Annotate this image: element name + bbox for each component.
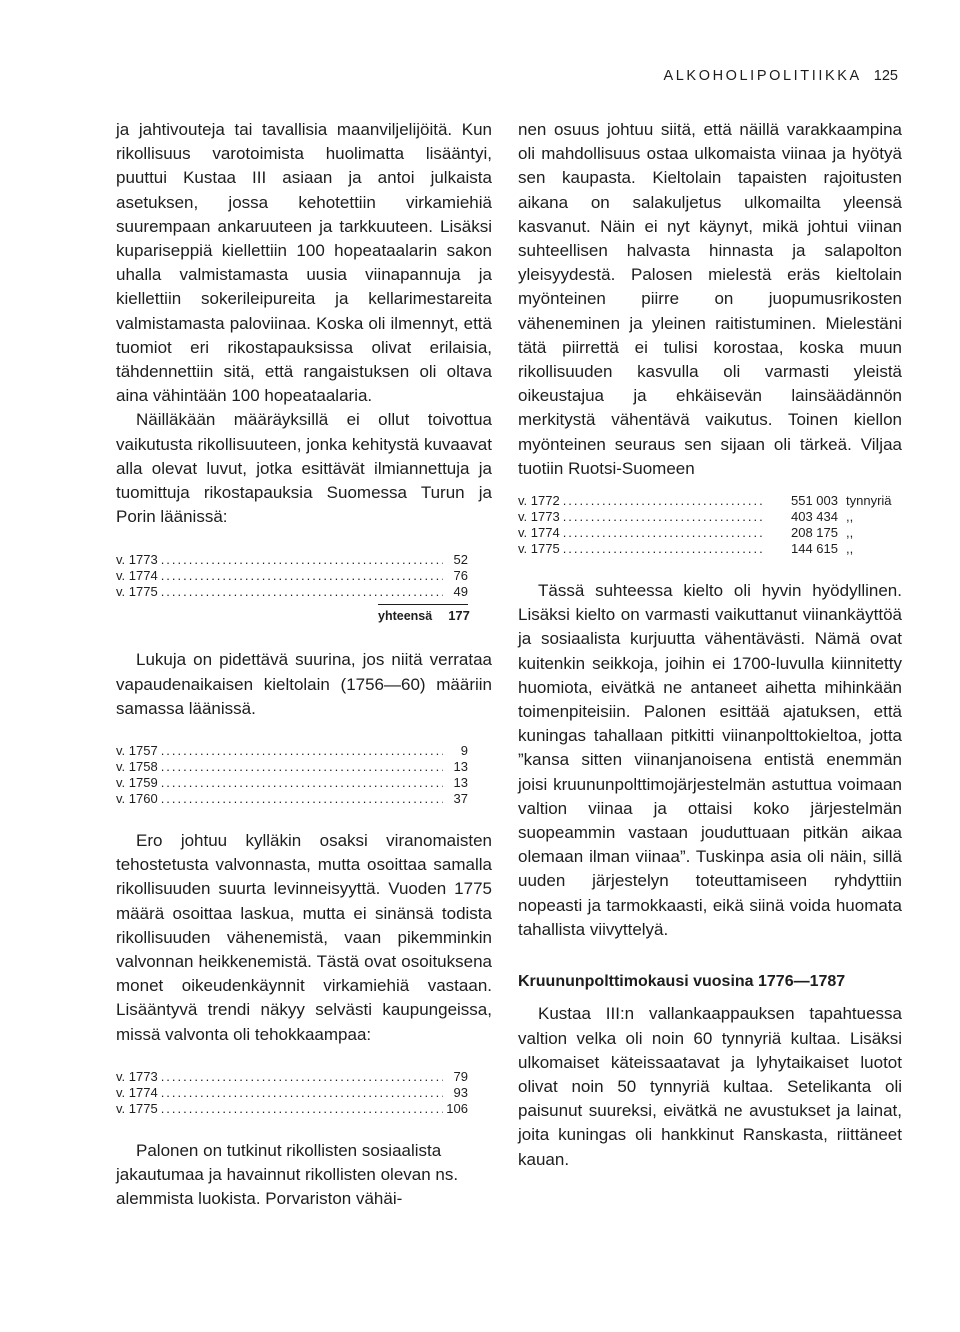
year-label: v. 1773	[518, 509, 560, 525]
table-row	[116, 759, 468, 775]
table-row	[116, 1085, 468, 1101]
year-label: v. 1773	[116, 1068, 158, 1084]
total-label: yhteensä	[378, 609, 433, 624]
year-label: v. 1760	[116, 791, 158, 807]
left-paragraph-2: Näilläkään määräyksillä ei ollut toivottua vaikutusta rikollisuuteen, jonka kehitystä kuvaavat alla olevat luvut, jotka esittävät ilmiannettuja ja tuomittuja rikostapauksia Suomessa Turun ja Porin läänissä:	[116, 410, 492, 527]
year-value: 13	[453, 775, 468, 791]
year-label: v. 1758	[116, 759, 158, 775]
crime-table-1773-1775	[116, 552, 468, 624]
left-paragraph-3: Lukuja on pidettävä suurina, jos niitä verrataa vapaudenaikaisen kieltolain (1756—60) määriin samassa läänissä.	[116, 650, 492, 718]
leader-dots	[563, 493, 763, 509]
unit-label: ,,	[846, 509, 854, 525]
year-label: v. 1774	[116, 568, 158, 584]
table-row	[518, 493, 892, 509]
leader-dots	[161, 552, 443, 568]
running-header	[0, 68, 898, 84]
unit-label: ,,	[846, 541, 854, 557]
year-value: 403 434	[791, 509, 838, 525]
total-value: 177	[448, 608, 470, 624]
leader-dots	[161, 775, 443, 791]
leader-dots	[161, 791, 443, 807]
table-row	[116, 568, 468, 584]
table-row	[116, 743, 468, 759]
year-label: v. 1775	[116, 584, 158, 600]
year-value: 37	[453, 791, 468, 807]
page-number: 125	[873, 68, 898, 84]
left-paragraph-4: Ero johtuu kylläkin osaksi viranomaisten tehostetusta valvonnasta, mutta osoittaa samalla rikollisuuden suurta levinneisyyttä. Vuoden 1775 määrä osoittaa laskua, mutta ei sinänsä todista rikollisuuden vähenemistä, vaan pikemminkin valvonnan heikkenemistä. Tästä ovat osoituksena monet oikeudenkäynnit virkamiehiä vastaan. Lisääntyvä trendi näkyy selvästi kaupungeissa, missä valvonta oli tehokkaampaa:	[116, 831, 492, 1044]
leader-dots	[563, 509, 763, 525]
year-label: v. 1759	[116, 775, 158, 791]
year-value: 551 003	[791, 493, 838, 509]
table-row	[116, 584, 468, 600]
year-label: v. 1774	[116, 1084, 158, 1100]
year-value: 13	[453, 759, 468, 775]
running-title: ALKOHOLIPOLITIIKKA	[663, 68, 862, 84]
leader-dots	[563, 541, 763, 557]
table-row	[518, 525, 886, 541]
leader-dots	[161, 759, 443, 775]
right-paragraph-2: Tässä suhteessa kielto oli hyvin hyödyllinen. Lisäksi kielto on varmasti vaikuttanut viinankäyttöä ja sosiaalista kurjuutta vähentävästi. Nämä ovat kuitenkin seikkoja, joihin ei 1700-luvulla kiinnitetty huomiota, eivätkä ne antaneet aihetta mihinkään toimenpiteisiin. Palonen esittää ajatuksen, että kuningas tahallaan pitkitti viinanpolttokieltoa, jotta ”kansa sitten viinanjanoisena entistä enemmän joisi kruununpolttimojärjestelmän astuttua voimaan valtion viinaa ja ottaisi koko järjestelmän suopeammin vastaan jouduttuaan pitkän aikaa olemaan ilman viinaa”. Tuskinpa asia oli näin, sillä uuden järjestelyn toteuttamiseen ryhdyttiin nopeasti ja tarmokkaasti, eikä siinä voida huomata tahallista viivyttelyä.	[518, 581, 902, 939]
table-row	[116, 775, 468, 791]
year-value: 49	[453, 584, 468, 600]
year-value: 52	[453, 552, 468, 568]
year-value: 79	[453, 1068, 468, 1084]
table-row	[116, 1069, 468, 1085]
year-label: v. 1775	[116, 1100, 158, 1116]
year-label: v. 1772	[518, 493, 560, 509]
crime-table-1757-1760	[116, 743, 468, 807]
year-value: 144 615	[791, 541, 838, 557]
leader-dots	[161, 584, 443, 600]
table-row	[116, 552, 468, 568]
leader-dots	[563, 525, 763, 541]
year-value: 106	[446, 1100, 468, 1116]
leader-dots	[161, 1085, 443, 1101]
year-value: 9	[460, 743, 468, 759]
table-total	[378, 604, 468, 624]
table-row	[518, 541, 886, 557]
year-value: 76	[453, 568, 468, 584]
year-value: 208 175	[791, 525, 838, 541]
year-label: v. 1773	[116, 552, 158, 568]
right-paragraph-1: nen osuus johtuu siitä, että näillä varakkaampina oli mahdollisuus ostaa ulkomaista viinaa ja hyötyä sen kaupasta. Kieltolain tapaisten rajoitusten aikana on salakuljetus ulkomailta yleensä kasvanut. Näin ei nyt käynyt, mikä johtui viinan suhteellisen halvasta hinnasta ja salapolton yleisyydestä. Palosen mielestä eräs kieltolain myönteinen piirre on juopumusrikosten väheneminen ja yleinen raitistuminen. Mielestäni tätä piirrettä ei tulisi korostaa, koska muun rikollisuuden kasvulla oli varmasti yleistä oikeustajua ja ehkäisevän lainsäädännön merkitystä vähentävä vaikutus. Toinen kiellon myönteinen seuraus sen sijaan oli tärkeä. Viljaa tuotiin Ruotsi-Suomeen	[518, 120, 902, 478]
leader-dots	[161, 568, 443, 584]
table-row	[518, 509, 886, 525]
year-label: v. 1757	[116, 743, 158, 759]
year-value: 93	[453, 1084, 468, 1100]
leader-dots	[161, 743, 443, 759]
right-column	[518, 118, 902, 1172]
left-paragraph-1: ja jahtivouteja tai tavallisia maanviljelijöitä. Kun rikollisuus varotoimista huolimatta lisääntyi, puuttui Kustaa III asiaan ja antoi julkaista asetuksen, jossa kehotettiin virkamiehiä suurempaan ankaruuteen ja tarkkuuteen. Lisäksi kupariseppiä kiellettiin 100 hopeataalarin sakon uhalla valmistamasta uusia viinapannuja ja kiellettiin sokerileipureita ja kellarimestareita valmistamasta paloviinaa. Koska oli ilmennyt, että tuomiot eri rikostapauksissa olivat erilaisia, tähdennettiin sitä, että rangaistuksen oli oltava aina vähintään 100 hopeataalaria.	[116, 120, 492, 406]
section-heading: Kruununpolttimokausi vuosina 1776—1787	[518, 973, 846, 991]
left-column	[116, 118, 492, 1212]
right-paragraph-3: Kustaa III:n vallankaappauksen tapahtuessa valtion velka oli noin 60 tynnyriä kultaa. Lisäksi ulkomaiset käteissaatavat ja lyhytaikaiset luotot olivat noin 50 tynnyriä kultaa. Setelikanta oli paisunut suureksi, eivätkä ne avustukset ja lainat, joita kuningas oli hankkinut Ranskasta, riittäneet kauan.	[518, 1004, 902, 1169]
unit-label: tynnyriä	[846, 493, 892, 509]
table-row	[116, 791, 468, 807]
year-label: v. 1775	[518, 541, 560, 557]
leader-dots	[161, 1101, 443, 1117]
table-row	[116, 1101, 468, 1117]
leader-dots	[161, 1069, 443, 1085]
city-crime-table-1773-1775	[116, 1069, 468, 1117]
left-paragraph-5: Palonen on tutkinut rikollisten sosiaalista jakautumaa ja havainnut rikollisten olevan ns. alemmista luokista. Porvariston vähäi-	[116, 1140, 459, 1209]
unit-label: ,,	[846, 525, 854, 541]
grain-import-table	[518, 493, 892, 557]
year-label: v. 1774	[518, 525, 560, 541]
